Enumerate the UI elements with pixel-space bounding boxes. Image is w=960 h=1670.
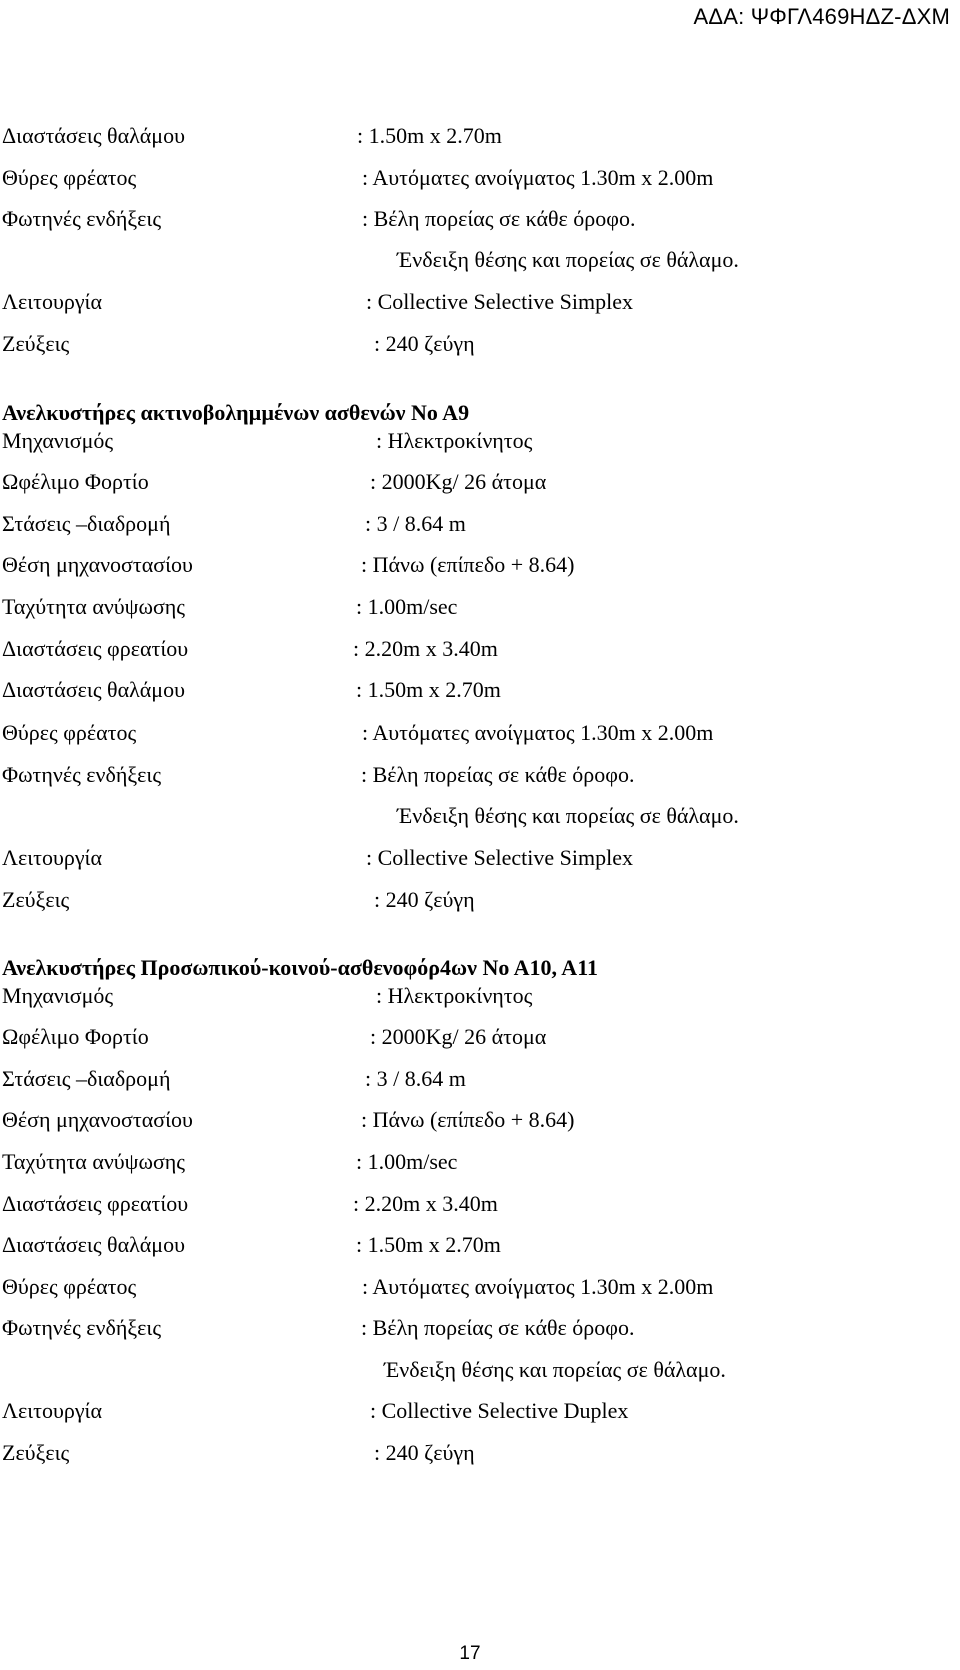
spec-value: : 1.50m x 2.70m xyxy=(356,1232,501,1257)
spec-label: Θύρες φρέατος xyxy=(2,165,137,190)
spec-label: Λειτουργία xyxy=(2,845,102,870)
spec-label: Θύρες φρέατος xyxy=(2,720,137,745)
spec-label: Διαστάσεις φρεατίου xyxy=(2,636,189,661)
spec-label: Λειτουργία xyxy=(2,1398,102,1423)
spec-label: Μηχανισμός xyxy=(2,428,114,453)
spec-value: : 1.50m x 2.70m xyxy=(356,677,501,702)
spec-value: : 1.00m/sec xyxy=(356,594,458,619)
spec-label: Μηχανισμός xyxy=(2,983,114,1008)
spec-value: : 240 ζεύγη xyxy=(374,887,475,912)
ada-code: ΑΔΑ: ΨΦΓΛ469ΗΔΖ-ΔΧΜ xyxy=(693,4,950,29)
spec-label: Ταχύτητα ανύψωσης xyxy=(2,594,186,619)
spec-value: : 1.50m x 2.70m xyxy=(357,123,502,148)
spec-value: : Βέλη πορείας σε κάθε όροφο. xyxy=(362,206,636,231)
spec-value: : 2.20m x 3.40m xyxy=(353,636,498,661)
spec-label: Φωτηνές ενδήξεις xyxy=(2,206,162,231)
spec-label: Διαστάσεις φρεατίου xyxy=(2,1191,189,1216)
spec-label: Ταχύτητα ανύψωσης xyxy=(2,1149,186,1174)
spec-value: : Ηλεκτροκίνητος xyxy=(376,983,533,1008)
spec-label: Ζεύξεις xyxy=(2,1440,70,1465)
spec-label: Διαστάσεις θαλάμου xyxy=(2,123,185,148)
spec-value: : Αυτόματες ανοίγματος 1.30m x 2.00m xyxy=(362,1274,714,1299)
section-a9-heading: Ανελκυστήρες ακτινοβοληµµένων ασθενών Νο Α9 xyxy=(2,400,470,425)
spec-value: : Αυτόματες ανοίγματος 1.30m x 2.00m xyxy=(362,720,714,745)
spec-value: : Βέλη πορείας σε κάθε όροφο. xyxy=(361,762,635,787)
spec-value: : Πάνω (επίπεδο + 8.64) xyxy=(361,1107,575,1132)
section-a10-heading: Ανελκυστήρες Προσωπικού-κοινού-ασθενοφόρ4ων Νο Α10, Α11 xyxy=(2,955,598,980)
spec-value: : 3 / 8.64 m xyxy=(365,1066,466,1091)
spec-value: : 240 ζεύγη xyxy=(374,331,475,356)
spec-label: Ζεύξεις xyxy=(2,887,70,912)
spec-label: Ωφέλιμο Φορτίο xyxy=(2,469,149,494)
spec-value: Ένδειξη θέσης και πορείας σε θάλαμο. xyxy=(397,247,739,272)
spec-label: Θέση μηχανοστασίου xyxy=(2,1107,193,1132)
spec-label: Ζεύξεις xyxy=(2,331,70,356)
spec-label: Ωφέλιμο Φορτίο xyxy=(2,1024,149,1049)
spec-label: Διαστάσεις θαλάμου xyxy=(2,1232,185,1257)
spec-value: : 1.00m/sec xyxy=(356,1149,458,1174)
spec-value: : Αυτόματες ανοίγματος 1.30m x 2.00m xyxy=(362,165,714,190)
spec-label: Στάσεις –διαδρομή xyxy=(2,1066,171,1091)
spec-label: Θέση μηχανοστασίου xyxy=(2,552,193,577)
spec-label: Φωτηνές ενδήξεις xyxy=(2,1315,162,1340)
spec-value: : 2.20m x 3.40m xyxy=(353,1191,498,1216)
spec-value: : Βέλη πορείας σε κάθε όροφο. xyxy=(361,1315,635,1340)
spec-label: Φωτηνές ενδήξεις xyxy=(2,762,162,787)
spec-label: Στάσεις –διαδρομή xyxy=(2,511,171,536)
spec-label: Θύρες φρέατος xyxy=(2,1274,137,1299)
spec-value: : Collective Selective Simplex xyxy=(366,289,633,314)
spec-value: : Πάνω (επίπεδο + 8.64) xyxy=(361,552,575,577)
page-number: 17 xyxy=(459,1643,481,1664)
spec-value: : Ηλεκτροκίνητος xyxy=(376,428,533,453)
spec-value: : 2000Kg/ 26 άτομα xyxy=(370,469,547,494)
spec-value: Ένδειξη θέσης και πορείας σε θάλαμο. xyxy=(384,1357,726,1382)
spec-value: : 2000Kg/ 26 άτομα xyxy=(370,1024,547,1049)
spec-label: Διαστάσεις θαλάμου xyxy=(2,677,185,702)
spec-value: : 3 / 8.64 m xyxy=(365,511,466,536)
spec-label: Λειτουργία xyxy=(2,289,102,314)
spec-value: : Collective Selective Simplex xyxy=(366,845,633,870)
spec-value: : Collective Selective Duplex xyxy=(370,1398,629,1423)
spec-value: Ένδειξη θέσης και πορείας σε θάλαμο. xyxy=(397,803,739,828)
spec-value: : 240 ζεύγη xyxy=(374,1440,475,1465)
